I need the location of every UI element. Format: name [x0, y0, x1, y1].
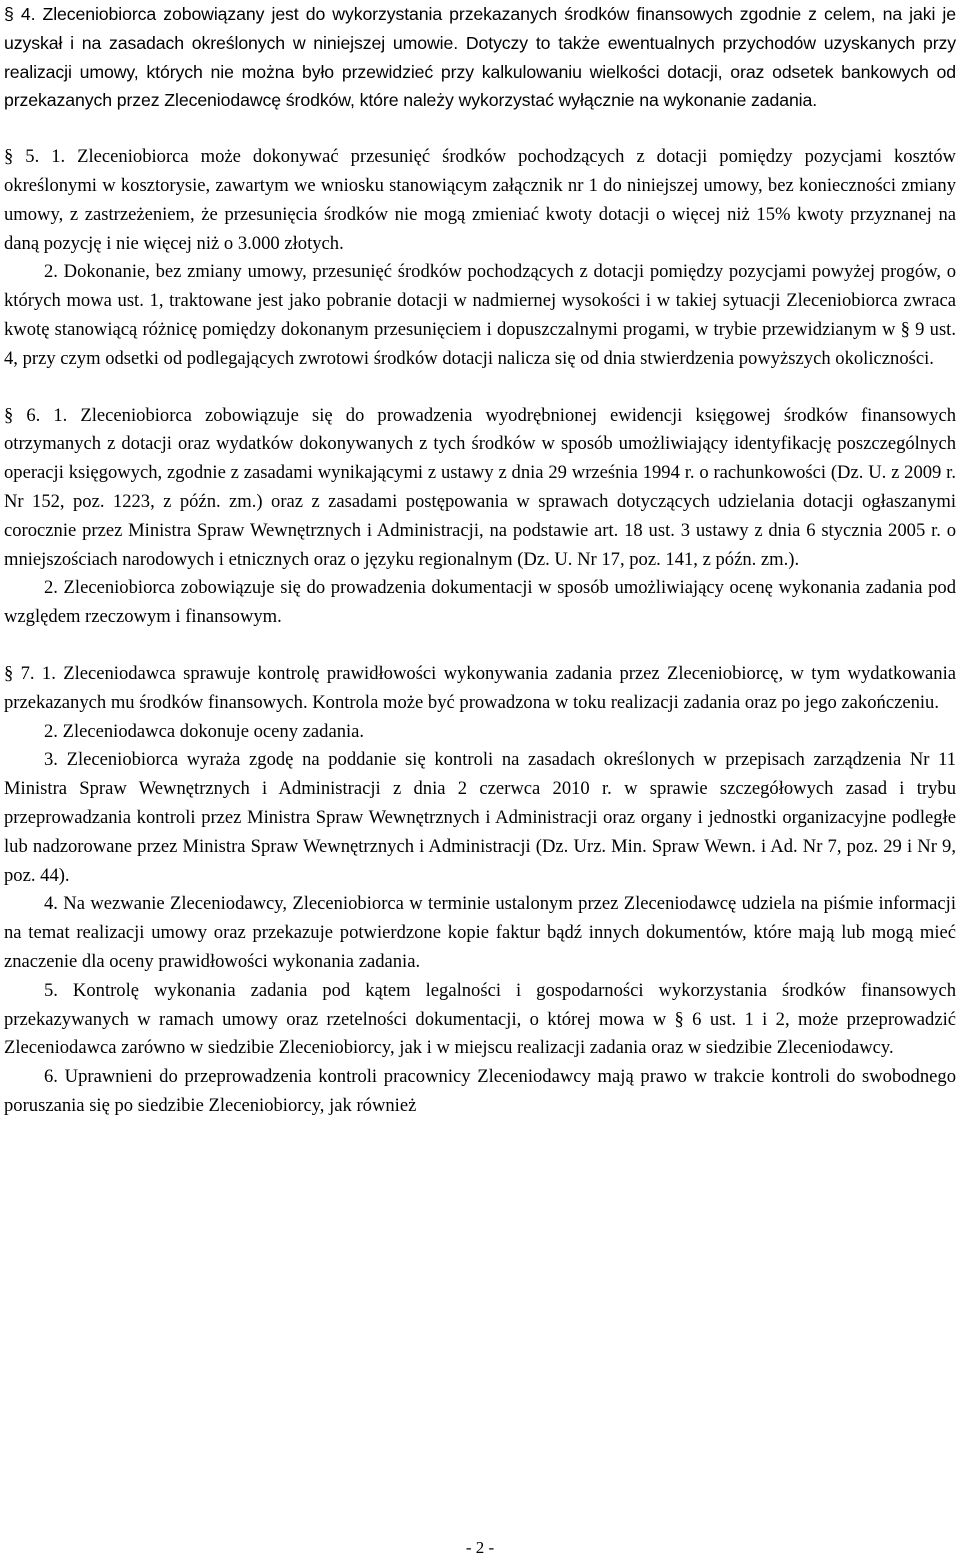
paragraph-section-7-item-6: 6. Uprawnieni do przeprowadzenia kontroli pracownicy Zleceniodawcy mają prawo w trakcie kontroli do swobodnego poruszania się po siedzibie Zleceniobiorcy, jak również — [4, 1066, 956, 1116]
paragraph-section-6-item-2: 2. Zleceniobiorca zobowiązuje się do prowadzenia dokumentacji w sposób umożliwiający ocenę wykonania zadania pod względem rzeczowym i finansowym. — [4, 577, 956, 628]
paragraph-section-7-item-3: 3. Zleceniobiorca wyraża zgodę na poddanie się kontroli na zasadach określonych w przepisach zarządzenia Nr 11 Ministra Spraw Wewnętrznych i Administracji z dnia 2 czerwca 2010 r. w sprawie szczegółowych zasad i trybu przeprowadzania kontroli przez Ministra Spraw Wewnętrznych i Administracji oraz organy i jednostki organizacyjne podległe lub nadzorowane przez Ministra Spraw Wewnętrznych i Administracji (Dz. Urz. Min. Spraw Wewn. i Ad. Nr 7, poz. 29 i Nr 9, poz. 44). — [4, 749, 956, 886]
paragraph-section-7-item-1: § 7. 1. Zleceniodawca sprawuje kontrolę prawidłowości wykonywania zadania przez Zleceniobiorcę, w tym wydatkowania przekazanych mu środków finansowych. Kontrola może być prowadzona w toku realizacji zadania oraz po jego zakończeniu. — [4, 662, 956, 713]
paragraph-section-7-item-5: 5. Kontrolę wykonania zadania pod kątem legalności i gospodarności wykorzystania środków finansowych przekazywanych w ramach umowy oraz rzetelności dokumentacji, o której mowa w § 6 ust. 1 i 2, może przeprowadzić Zleceniodawca zarówno w siedzibie Zleceniobiorcy, jak i w miejscu realizacji zadania oraz w siedzibie Zleceniodawcy. — [4, 979, 956, 1059]
paragraph-section-5-item-1: § 5. 1. Zleceniobiorca może dokonywać przesunięć środków pochodzących z dotacji pomiędzy pozycjami kosztów określonymi w kosztorysie, zawartym we wniosku stanowiącym załącznik nr 1 do niniejszej umowy, bez konieczności zmiany umowy, z zastrzeżeniem, że przesunięcia środków nie mogą zmieniać kwoty dotacji o więcej niż 15% kwoty przyznanej na daną pozycję i nie więcej niż o 3.000 złotych. — [4, 146, 956, 254]
paragraph-section-7-item-2: 2. Zleceniodawca dokonuje oceny zadania. — [44, 720, 365, 742]
page-footer — [0, 1538, 960, 1558]
document-page — [4, 0, 956, 1121]
paragraph-section-4: § 4. Zleceniobiorca zobowiązany jest do wykorzystania przekazanych środków finansowych zgodnie z celem, na jaki je uzyskał i na zasadach określonych w niniejszej umowie. Dotyczy to także ewentualnych przychodów uzyskanych przy realizacji umowy, których nie można było przewidzieć przy kalkulowaniu wielkości dotacji, oraz odsetek bankowych od przekazanych przez Zleceniodawcę środków, które należy wykorzystać wyłącznie na wykonanie zadania. — [4, 4, 956, 111]
paragraph-section-7-item-4: 4. Na wezwanie Zleceniodawcy, Zleceniobiorca w terminie ustalonym przez Zleceniodawcę udziela na piśmie informacji na temat realizacji umowy oraz przekazuje potwierdzone kopie faktur bądź innych dokumentów, które mają lub mogą mieć znaczenie dla oceny prawidłowości wykonania zadania. — [4, 893, 956, 972]
page-number: - 2 - — [465, 1538, 495, 1557]
paragraph-section-5-item-2: 2. Dokonanie, bez zmiany umowy, przesunięć środków pochodzących z dotacji pomiędzy pozycjami powyżej progów, o których mowa ust. 1, traktowane jest jako pobranie dotacji w nadmiernej wysokości i w takiej sytuacji Zleceniobiorca zwraca kwotę stanowiącą różnicę pomiędzy dokonanym przesunięciem i dopuszczalnymi progami, w trybie przewidzianym w § 9 ust. 4, przy czym odsetki od podlegających zwrotowi środków dotacji nalicza się od dnia stwierdzenia powyższych okoliczności. — [4, 261, 956, 369]
paragraph-section-6-item-1: § 6. 1. Zleceniobiorca zobowiązuje się do prowadzenia wyodrębnionej ewidencji księgowej środków finansowych otrzymanych z dotacji oraz wydatków dokonywanych z tych środków w sposób umożliwiający identyfikację poszczególnych operacji księgowych, zgodnie z zasadami wynikającymi z ustawy z dnia 29 września 1994 r. o rachunkowości (Dz. U. z 2009 r. Nr 152, poz. 1223, z późn. zm.) oraz z zasadami postępowania w sprawach dotyczących udzielania dotacji ogłaszanymi corocznie przez Ministra Spraw Wewnętrznych i Administracji, na podstawie art. 18 ust. 3 ustawy z dnia 6 stycznia 2005 r. o mniejszościach narodowych i etnicznych oraz o języku regionalnym (Dz. U. Nr 17, poz. 141, z późn. zm.). — [4, 404, 956, 570]
